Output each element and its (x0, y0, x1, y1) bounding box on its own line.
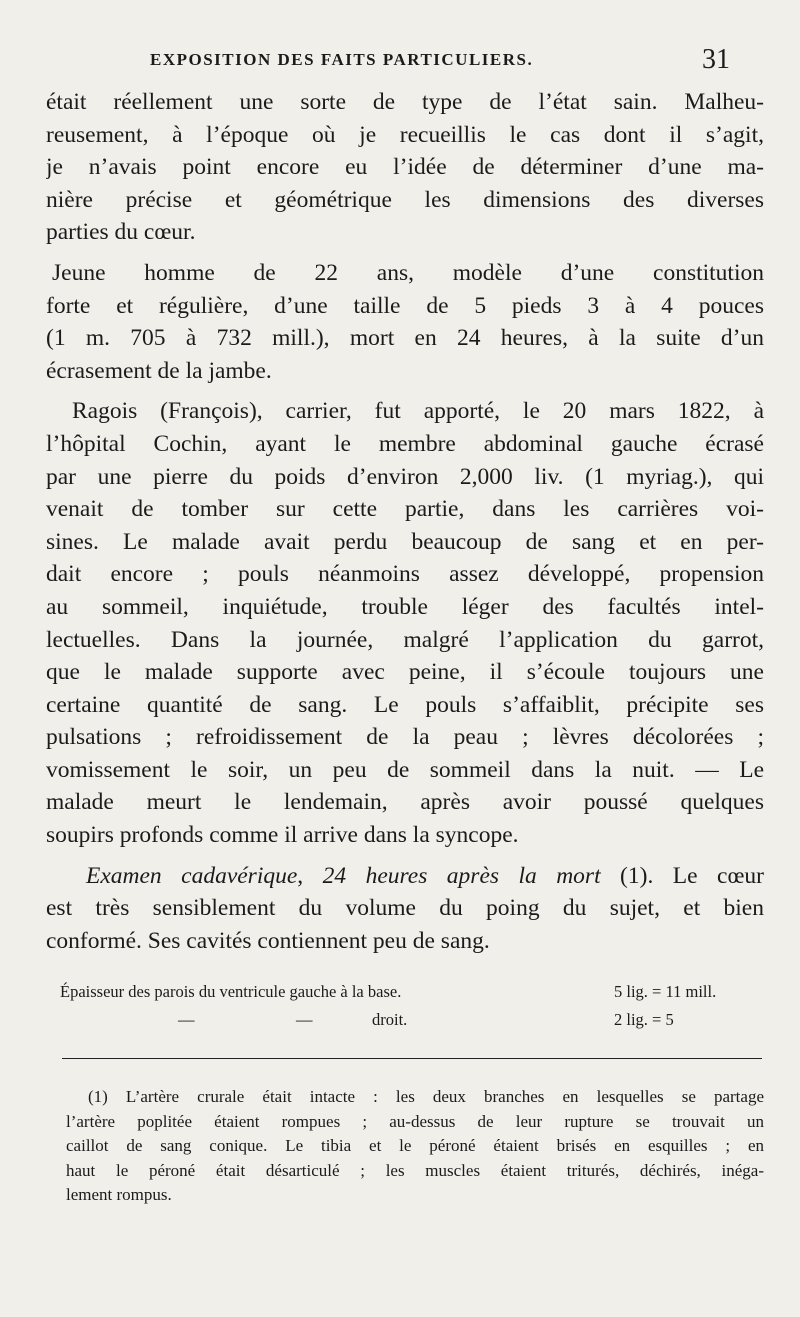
footnote-line: l’artère poplitée étaient rompues ; au-dessus de leur rupture se trouvait un (66, 1111, 764, 1131)
measurement-label: Épaisseur des parois du ventricule gauche à la base. (60, 982, 402, 1001)
text-line: Jeune homme de 22 ans, modèle d’une constitution (52, 259, 764, 286)
text-line: par une pierre du poids d’environ 2,000 liv. (1 myriag.), qui (46, 463, 764, 490)
measurement-value: 2 lig. = 5 (614, 1010, 674, 1029)
footnote (66, 1085, 764, 1208)
text-line: parties du cœur. (46, 219, 196, 246)
text-line: l’hôpital Cochin, ayant le membre abdominal gauche écrasé (46, 430, 764, 457)
text-line: nière précise et géométrique les dimensions des diverses (46, 186, 764, 213)
running-title: EXPOSITION DES FAITS PARTICULIERS. (150, 50, 534, 69)
text-line: était réellement une sorte de type de l’état sain. Malheu- (46, 89, 764, 115)
text-line: sines. Le malade avait perdu beaucoup de sang et en per- (46, 528, 764, 555)
text-line: est très sensiblement du volume du poing du sujet, et bien (46, 895, 764, 922)
measurement-value: 5 lig. = 11 mill. (614, 982, 717, 1001)
text-line: dait encore ; pouls néanmoins assez développé, propension (46, 561, 764, 588)
text-line: au sommeil, inquiétude, trouble léger des facultés intel- (46, 593, 764, 620)
case-history (46, 395, 764, 851)
text-line: conformé. Ses cavités contiennent peu de sang. (46, 927, 490, 954)
measurement-row (60, 982, 764, 1010)
text-line: soupirs profonds comme il arrive dans la syncope. (46, 822, 519, 849)
text-line: (1 m. 705 à 732 mill.), mort en 24 heures, à la suite d’un (46, 325, 764, 352)
footnote-divider (62, 1058, 762, 1059)
paragraph (46, 86, 764, 249)
text-line: forte et régulière, d’une taille de 5 pieds 3 à 4 pouces (46, 292, 764, 319)
text-line: reusement, à l’époque où je recueillis le cas dont il s’agit, (46, 121, 764, 148)
italic-heading: Examen cadavérique (86, 862, 298, 889)
measurement-label: droit. (372, 1010, 408, 1029)
text-line: Ragois (François), carrier, fut apporté, le 20 mars 1822, à (72, 398, 764, 425)
measurement-row (60, 1010, 764, 1038)
text-line (46, 860, 764, 893)
text-line: certaine quantité de sang. Le pouls s’affaiblit, précipite ses (46, 691, 764, 718)
autopsy-paragraph (46, 860, 764, 958)
main-text (46, 86, 764, 965)
ditto-mark: — (178, 1010, 195, 1029)
ditto-mark: — (296, 1010, 313, 1029)
footnote-line: (1) L’artère crurale était intacte : les deux branches en lesquelles se partage (88, 1087, 764, 1106)
text-line: écrasement de la jambe. (46, 357, 272, 384)
footnote-line: haut le péroné était désarticulé ; les muscles étaient triturés, déchirés, inéga- (66, 1160, 764, 1180)
italic-time: 24 heures après la mort (322, 862, 601, 889)
footnote-line: lement rompus. (66, 1185, 172, 1205)
text-line: vomissement le soir, un peu de sommeil dans la nuit. — Le (46, 756, 764, 783)
text-line: pulsations ; refroidissement de la peau ; lèvres décolorées ; (46, 724, 764, 751)
text-line: lectuelles. Dans la journée, malgré l’application du garrot, (46, 626, 764, 653)
case-summary (46, 257, 764, 387)
text-line: venait de tomber sur cette partie, dans les carrières voi- (46, 496, 764, 523)
page-header (150, 44, 730, 84)
text-line: je n’avais point encore eu l’idée de déterminer d’une ma- (46, 154, 764, 181)
text-line: que le malade supporte avec peine, il s’écoule toujours une (46, 659, 764, 686)
line-rest: (1). Le cœur (600, 862, 764, 889)
page-number: 31 (702, 44, 730, 75)
footnote-line: caillot de sang conique. Le tibia et le péroné étaient brisés en esquilles ; en (66, 1136, 764, 1156)
separator: , (297, 862, 323, 889)
text-line: malade meurt le lendemain, après avoir poussé quelques (46, 789, 764, 816)
measurement-table (60, 982, 764, 1038)
